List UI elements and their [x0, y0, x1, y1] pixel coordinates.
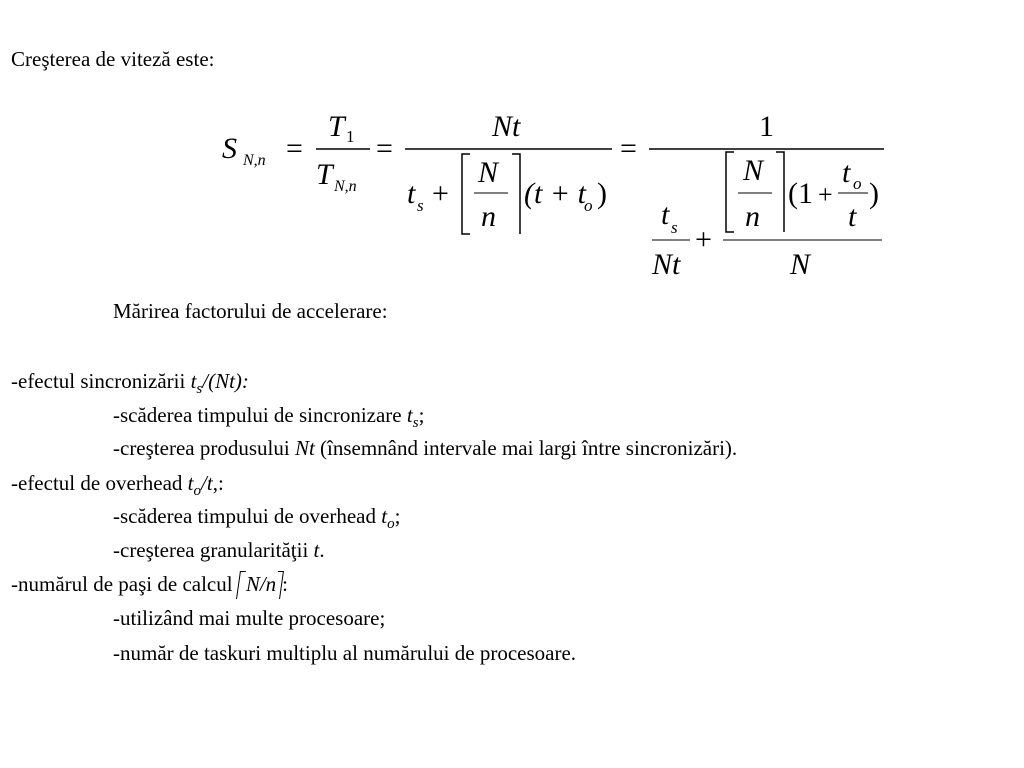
f2-paren-close: ) — [597, 177, 607, 210]
f2-ceil-den: n — [481, 200, 496, 233]
f2-paren: (t + t — [524, 177, 586, 210]
f3-to: t — [842, 156, 851, 189]
f3-ts-sub: s — [671, 218, 678, 237]
overhead-item2-text: -creşterea granularităţii — [113, 538, 314, 562]
overhead-item1-sub: o — [387, 516, 395, 532]
overhead-item-2 — [113, 540, 325, 561]
f2-den-ts: t — [407, 177, 416, 210]
f3-paren-close: ) — [869, 177, 879, 210]
sync-item1-text: -scăderea timpului de sincronizare — [113, 403, 407, 427]
sync-item2-text: -creşterea produsului — [113, 436, 295, 460]
f3-N: N — [790, 248, 811, 281]
overhead-item1-var: t — [381, 504, 388, 528]
steps-item-1: -utilizând mai multe procesoare; — [113, 606, 386, 630]
equals-1: = — [286, 132, 303, 165]
sync-var-sub: s — [196, 381, 203, 397]
overhead-prefix: -efectul de overhead — [11, 471, 188, 495]
sync-var: t — [190, 369, 197, 393]
f1-num-sub: 1 — [346, 127, 355, 146]
f2-ceil-left — [462, 154, 470, 234]
overhead-item1-text: -scăderea timpului de overhead — [113, 504, 382, 528]
f2-paren-sub: o — [584, 196, 593, 215]
f1-num: T — [328, 110, 345, 143]
overhead-item-1 — [113, 506, 400, 532]
f3-nt: Nt — [652, 248, 681, 281]
sync-item1-var: t — [406, 403, 413, 427]
f3-ts: t — [661, 198, 670, 231]
overhead-var2: t — [206, 471, 213, 495]
sync-item-2 — [113, 438, 737, 459]
steps-var: N/n — [245, 572, 277, 596]
sync-effect-line — [11, 371, 249, 397]
steps-prefix: -numărul de paşi de calcul — [11, 572, 238, 596]
overhead-mid: / — [201, 471, 207, 495]
f3-paren-open: (1 — [788, 177, 813, 210]
steps-ceiling — [238, 574, 282, 595]
equals-2: = — [376, 132, 393, 165]
subheading: Mărirea factorului de accelerare: — [113, 299, 388, 323]
overhead-item2-var: t — [313, 538, 320, 562]
f3-ceil-den: n — [745, 200, 760, 233]
sync-prefix: -efectul sincronizării — [11, 369, 191, 393]
f3-num: 1 — [759, 110, 774, 143]
overhead-effect-line — [11, 473, 224, 499]
f3-ceil-num: N — [743, 154, 764, 187]
f3-ceil-right — [776, 152, 784, 232]
formula-lhs-sub: N,n — [243, 152, 266, 169]
ceil-left-bracket — [236, 571, 246, 599]
f2-ceil-num: N — [478, 156, 499, 189]
overhead-item1-suffix: ; — [394, 504, 401, 528]
formula-lhs: S — [222, 132, 237, 165]
f1-den-sub: N,n — [334, 178, 357, 195]
sync-item1-suffix: ; — [418, 403, 425, 427]
f2-num: Nt — [492, 110, 521, 143]
f3-plus: + — [695, 223, 712, 256]
sync-item1-sub: s — [412, 415, 419, 431]
overhead-var-sub: o — [193, 483, 201, 499]
speedup-formula — [0, 0, 1024, 300]
f3-t: t — [848, 200, 857, 233]
sync-item2-var: Nt — [294, 436, 315, 460]
f2-plus: + — [432, 177, 449, 210]
sync-suffix: /(Nt): — [202, 369, 249, 393]
overhead-item2-suffix: . — [319, 538, 325, 562]
sync-item2-suffix: (însemnând intervale mai largi între sincronizări). — [314, 436, 738, 460]
f3-to-sub: o — [853, 174, 862, 193]
heading: Creşterea de viteză este: — [11, 47, 215, 71]
overhead-suffix: ,: — [212, 471, 224, 495]
f2-den-ts-sub: s — [417, 196, 424, 215]
overhead-var: t — [187, 471, 194, 495]
steps-suffix: : — [282, 572, 289, 596]
steps-item-2: -număr de taskuri multiplu al numărului de procesoare. — [113, 641, 577, 665]
sync-item-1 — [113, 405, 424, 431]
f2-ceil-right — [512, 154, 520, 234]
equals-3: = — [620, 132, 637, 165]
steps-line — [11, 574, 288, 595]
f1-den: T — [316, 158, 333, 191]
f3-ceil-left — [726, 152, 734, 232]
f3-paren-plus: + — [818, 180, 833, 209]
